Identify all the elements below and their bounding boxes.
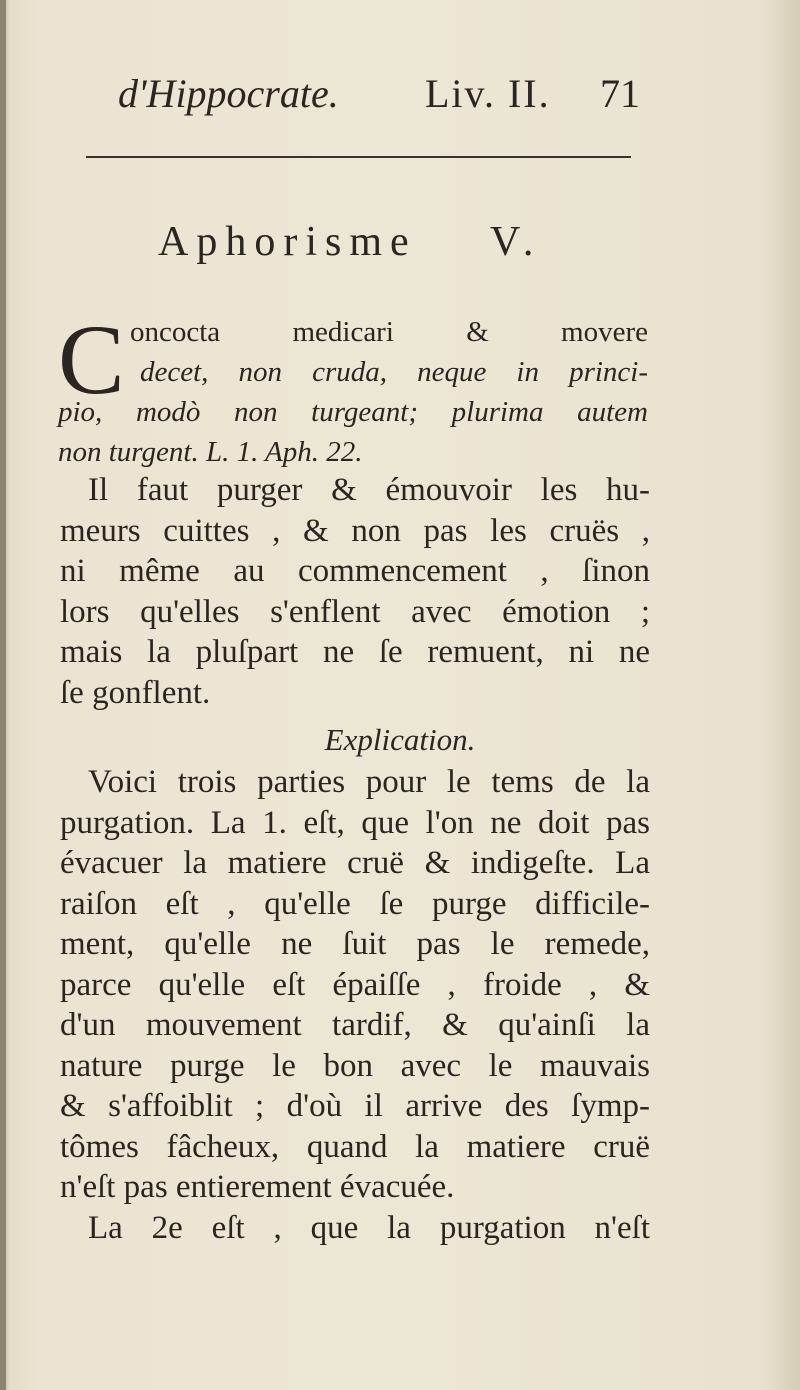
explication-line: ment, qu'elle ne ſuit pas le remede, [60,926,650,962]
explication-heading: Explication. [324,722,476,757]
latin-line: oncocta medicari & movere [130,316,648,348]
running-header [60,62,648,122]
page-gutter [0,0,6,1390]
latin-aphorism [58,304,648,472]
french-line: mais la pluſpart ne ſe remuent, ni ne [60,634,650,670]
header-rule [86,156,631,158]
explication-line: tômes fâcheux, quand la matiere cruë [60,1128,650,1165]
french-line: lors qu'elles s'enflent avec émotion ; [60,593,650,630]
aphorism-title-number: V. [490,219,542,265]
french-line: ſe gonflent. [60,674,211,711]
explication-line: raiſon eſt , qu'elle ſe purge difficile- [60,885,650,922]
explication-line: d'un mouvement tardif, & qu'ainſi la [60,1007,650,1043]
explication-line: Voici trois parties pour le tems de la [88,764,650,800]
book-number: Liv. II. [425,71,551,116]
explication-line: nature purge le bon avec le mauvais [60,1047,650,1084]
aphorism-title-word: Aphorisme [158,219,417,265]
explication-text [60,762,650,1248]
explication-line: & s'affoiblit ; d'où il arrive des ſymp- [60,1088,650,1124]
latin-line: pio, modò non turgeant; plurima autem [58,396,648,428]
latin-line: non turgent. L. 1. Aph. 22. [58,436,363,468]
explication-line: n'eſt pas entierement évacuée. [60,1169,455,1205]
running-title: d'Hippocrate. [118,71,339,116]
french-translation [60,470,650,713]
explication-line: évacuer la matiere cruë & indigeſte. La [60,845,650,881]
latin-line: decet, non cruda, neque in princi- [140,356,648,388]
french-line: Il faut purger & émouvoir les hu- [88,472,650,508]
explication-line: purgation. La 1. eſt, que l'on ne doit pas [60,804,650,841]
explication-line: La 2e eſt , que la purgation n'eſt [88,1209,650,1246]
drop-cap: C [58,304,125,415]
page-number: 71 [600,71,640,116]
french-line: ni même au commencement , ſinon [60,553,650,589]
explication-line: parce qu'elle eſt épaiſſe , froide , & [60,966,650,1003]
french-line: meurs cuittes , & non pas les cruës , [60,512,650,549]
